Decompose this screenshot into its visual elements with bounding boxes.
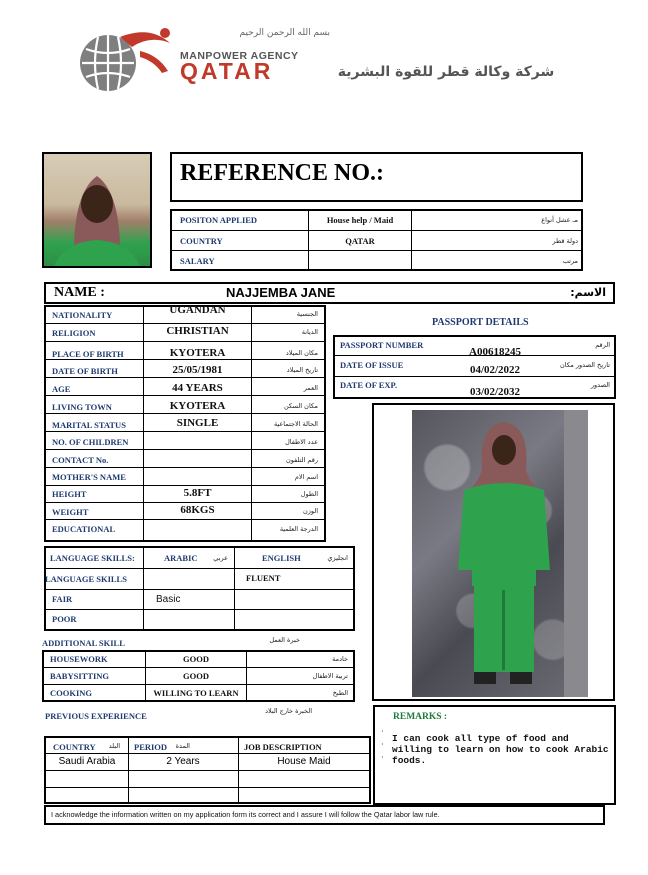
nationality-value: UGANDAN bbox=[169, 304, 226, 316]
agency-logo bbox=[70, 25, 175, 95]
cooking-label: COOKING bbox=[50, 688, 93, 698]
basmala: بسم الله الرحمن الرحيم bbox=[239, 28, 330, 38]
passport-number-arabic: الرقم bbox=[595, 341, 610, 349]
applicant-photo-large bbox=[412, 410, 588, 697]
exp-period-header-ar: المدة bbox=[175, 742, 190, 750]
remarks-bullet-2: · bbox=[381, 740, 384, 749]
exp-job-value: House Maid bbox=[277, 756, 331, 767]
living-town-label: LIVING TOWN bbox=[52, 402, 112, 412]
position-arabic: مـ عشل أنواع bbox=[541, 216, 578, 224]
language-english-header-ar: انجليزي bbox=[327, 554, 348, 562]
acknowledgement-text: I acknowledge the information written on my application form its correct and I assure I will follow the Qatar labor law rule. bbox=[51, 810, 440, 819]
religion-label: RELIGION bbox=[52, 328, 96, 338]
poor-label: POOR bbox=[52, 614, 77, 624]
additional-skill-arabic: خبرة العمل bbox=[269, 636, 300, 644]
date-of-birth-arabic: تاريخ الميلاد bbox=[286, 366, 318, 374]
fair-label: FAIR bbox=[52, 594, 73, 604]
housework-value: GOOD bbox=[183, 654, 209, 664]
weight-label: WEIGHT bbox=[52, 507, 89, 517]
educational-arabic: الدرجة العلمية bbox=[279, 525, 318, 533]
religion-arabic: الديانة bbox=[301, 328, 318, 336]
place-of-birth-label: PLACE OF BIRTH bbox=[52, 349, 124, 359]
applicant-photo-small bbox=[42, 152, 152, 268]
religion-value: CHRISTIAN bbox=[166, 325, 229, 337]
nationality-label: NATIONALITY bbox=[52, 310, 113, 320]
reference-title: REFERENCE NO.: bbox=[180, 160, 385, 186]
living-town-arabic: مكان السكن bbox=[283, 402, 318, 410]
previous-experience-label: PREVIOUS EXPERIENCE bbox=[45, 711, 147, 721]
exp-period-value: 2 Years bbox=[166, 756, 200, 767]
salary-label: SALARY bbox=[180, 256, 215, 266]
living-town-value: KYOTERA bbox=[169, 400, 226, 412]
date-of-issue-arabic: تاريخ الصدور مكان bbox=[559, 361, 610, 369]
educational-label: EDUCATIONAL bbox=[52, 524, 116, 534]
mother-name-arabic: اسم الام bbox=[294, 473, 318, 481]
date-of-birth-value: 25/05/1981 bbox=[172, 364, 223, 376]
agency-subtitle: MANPOWER AGENCY bbox=[180, 50, 299, 62]
babysitting-value: GOOD bbox=[183, 671, 209, 681]
reference-box bbox=[170, 152, 583, 202]
salary-arabic: مرتب bbox=[562, 257, 578, 265]
passport-number-label: PASSPORT NUMBER bbox=[340, 340, 424, 350]
country-arabic: دولة قطر bbox=[552, 237, 578, 245]
date-of-exp-value: 03/02/2032 bbox=[469, 386, 521, 398]
place-of-birth-arabic: مكان الميلاد bbox=[285, 349, 318, 357]
previous-experience-arabic: الخبرة خارج البلاد bbox=[265, 707, 312, 715]
remarks-bullet-3: · bbox=[381, 753, 384, 762]
children-arabic: عدد الاطفال bbox=[285, 438, 318, 446]
marital-status-value: SINGLE bbox=[176, 417, 219, 429]
height-label: HEIGHT bbox=[52, 489, 87, 499]
age-label: AGE bbox=[52, 384, 71, 394]
cooking-value: WILLING TO LEARN bbox=[153, 688, 239, 698]
passport-number-value: A00618245 bbox=[469, 346, 521, 358]
remarks-title: REMARKS : bbox=[393, 712, 448, 722]
passport-title: PASSPORT DETAILS bbox=[432, 317, 529, 328]
agency-name-arabic: شركة وكالة قطر للقوة البشرية bbox=[337, 64, 555, 80]
age-value: 44 YEARS bbox=[172, 382, 223, 394]
housework-arabic: خادمة bbox=[332, 655, 348, 663]
height-arabic: الطول bbox=[300, 490, 318, 498]
exp-job-header: JOB DESCRIPTION bbox=[244, 742, 322, 752]
language-arabic-header-ar: عربي bbox=[213, 554, 228, 562]
mother-name-label: MOTHER'S NAME bbox=[52, 472, 126, 482]
country-label: COUNTRY bbox=[180, 236, 223, 246]
babysitting-label: BABYSITTING bbox=[50, 671, 110, 681]
date-of-birth-label: DATE OF BIRTH bbox=[52, 366, 118, 376]
language-arabic-header: ARABIC bbox=[164, 553, 198, 563]
cooking-arabic: الطبخ bbox=[332, 689, 348, 697]
exp-country-header: COUNTRY bbox=[53, 742, 96, 752]
exp-country-value: Saudi Arabia bbox=[58, 756, 116, 767]
fair-arabic-level: Basic bbox=[156, 594, 181, 605]
remarks-bullet-1: · bbox=[381, 727, 384, 736]
contact-label: CONTACT No. bbox=[52, 455, 109, 465]
weight-value: 68KGS bbox=[180, 504, 215, 516]
date-of-issue-label: DATE OF ISSUE bbox=[340, 360, 404, 370]
position-label: POSITON APPLIED bbox=[180, 215, 258, 225]
nationality-arabic: الجنسية bbox=[296, 310, 318, 318]
weight-arabic: الوزن bbox=[302, 507, 318, 515]
agency-name: QATAR bbox=[180, 58, 274, 84]
remarks-text: I can cook all type of food and willing to learn on how to cook Arabic foods. bbox=[392, 733, 609, 766]
age-arabic: العمر bbox=[303, 384, 318, 392]
babysitting-arabic: تربية الاطفال bbox=[312, 672, 348, 680]
language-header-label: LANGUAGE SKILLS: bbox=[50, 553, 135, 563]
marital-status-arabic: الحالة الاجتماعية bbox=[273, 420, 318, 428]
exp-period-header: PERIOD bbox=[134, 742, 168, 752]
position-value: House help / Maid bbox=[326, 215, 394, 225]
language-english-level: FLUENT bbox=[246, 573, 281, 583]
housework-label: HOUSEWORK bbox=[50, 654, 108, 664]
date-of-exp-arabic: الصدور bbox=[590, 381, 610, 389]
name-label: NAME : bbox=[54, 285, 105, 300]
date-of-issue-value: 04/02/2022 bbox=[469, 364, 521, 376]
name-value: NAJJEMBA JANE bbox=[226, 285, 336, 300]
additional-skill-label: ADDITIONAL SKILL bbox=[42, 638, 125, 648]
language-english-header: ENGLISH bbox=[262, 553, 301, 563]
language-skills-row-label: LANGUAGE SKILLS bbox=[45, 574, 127, 584]
contact-arabic: رقم التلفون bbox=[286, 456, 318, 464]
children-label: NO. OF CHILDREN bbox=[52, 437, 129, 447]
exp-country-header-ar: البلد bbox=[108, 742, 120, 750]
country-value: QATAR bbox=[345, 236, 375, 246]
name-arabic: الاسم: bbox=[570, 286, 606, 299]
place-of-birth-value: KYOTERA bbox=[169, 347, 226, 359]
height-value: 5.8FT bbox=[183, 487, 212, 499]
date-of-exp-label: DATE OF EXP. bbox=[340, 380, 398, 390]
marital-status-label: MARITAL STATUS bbox=[52, 420, 126, 430]
